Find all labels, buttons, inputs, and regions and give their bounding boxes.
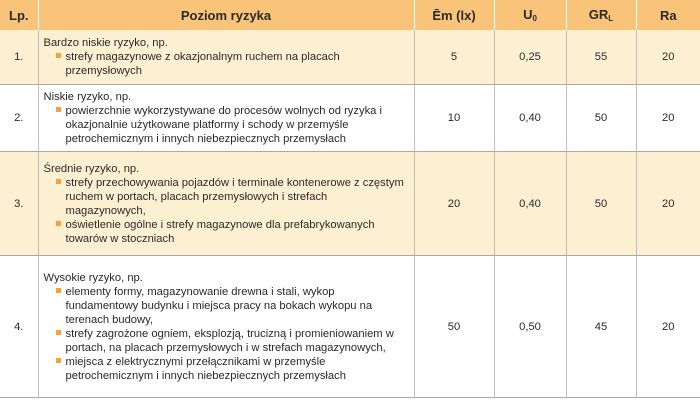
list-item	[44, 104, 408, 146]
cell-em: 5	[414, 30, 494, 85]
list-item-text: oświetlenie ogólne i strefy magazynowe dla prefabrykowanych towarów w stoczniach	[65, 218, 375, 245]
table-row	[0, 152, 700, 256]
cell-u0: 0,40	[494, 85, 566, 152]
header-u0-main: U	[523, 7, 533, 22]
cell-ra: 20	[636, 85, 700, 152]
header-em: Ēm (lx)	[414, 0, 494, 30]
cell-gr: 50	[566, 85, 636, 152]
square-bullet-icon	[56, 179, 61, 184]
cell-u0: 0,50	[494, 256, 566, 398]
list-item	[44, 327, 408, 355]
list-item	[44, 50, 408, 78]
cell-lp: 4.	[0, 256, 38, 398]
cell-em: 20	[414, 152, 494, 256]
header-gr-main: GR	[588, 7, 609, 22]
risk-examples-list	[44, 285, 408, 383]
table-header-row	[0, 0, 700, 30]
header-gr-sub: L	[608, 14, 614, 23]
cell-risk-level	[38, 152, 414, 256]
square-bullet-icon	[56, 221, 61, 226]
risk-title: Wysokie ryzyko, np.	[43, 271, 143, 284]
list-item	[44, 355, 408, 383]
cell-gr: 45	[566, 256, 636, 398]
list-item-text: strefy zagrożone ogniem, eksplozją, trucizną i promieniowaniem w portach, na placach przemysłowych i w strefach magazynowych,	[65, 327, 394, 354]
square-bullet-icon	[56, 53, 61, 58]
list-item	[44, 218, 408, 246]
table-row	[0, 30, 700, 85]
square-bullet-icon	[56, 358, 61, 363]
list-item	[44, 285, 408, 327]
cell-u0: 0,40	[494, 152, 566, 256]
list-item-text: powierzchnie wykorzystywane do procesów wolnych od ryzyka i okazjonalnie użytkowane platformy i schody w przemyśle petrochemicznym i innych niebezpiecznych przemysłach	[65, 105, 382, 145]
square-bullet-icon	[56, 107, 61, 112]
risk-examples-list	[44, 50, 408, 78]
cell-em: 50	[414, 256, 494, 398]
header-risk-level: Poziom ryzyka	[38, 0, 414, 30]
table-row	[0, 256, 700, 398]
list-item-text: strefy magazynowe z okazjonalnym ruchem na placach przemysłowych	[65, 51, 340, 77]
cell-ra: 20	[636, 30, 700, 85]
header-gr	[566, 0, 636, 30]
list-item-text: strefy przechowywania pojazdów i terminale kontenerowe z częstym ruchem w portach, placach przemysłowych i strefach magazynowych,	[65, 176, 404, 217]
list-item-text: elementy formy, magazynowanie drewna i stali, wykop fundamentowy budynku i miejsca pracy na bokach wykopu na terenach budowy,	[65, 285, 373, 326]
cell-lp: 3.	[0, 152, 38, 256]
risk-examples-list	[44, 104, 408, 146]
square-bullet-icon	[56, 330, 61, 335]
list-item	[44, 176, 408, 218]
cell-ra: 20	[636, 256, 700, 398]
cell-risk-level	[38, 256, 414, 398]
cell-u0: 0,25	[494, 30, 566, 85]
risk-examples-list	[44, 176, 408, 246]
cell-gr: 50	[566, 152, 636, 256]
header-lp: Lp.	[0, 0, 38, 30]
header-ra: Ra	[636, 0, 700, 30]
square-bullet-icon	[56, 288, 61, 293]
list-item-text: miejsca z elektrycznymi przełącznikami w przemyśle petrochemicznym i innych niebezpiecznych przemysłach	[65, 355, 346, 382]
header-u0	[494, 0, 566, 30]
cell-em: 10	[414, 85, 494, 152]
risk-title: Średnie ryzyko, np.	[43, 162, 140, 175]
cell-gr: 55	[566, 30, 636, 85]
cell-ra: 20	[636, 152, 700, 256]
cell-lp: 2.	[0, 85, 38, 152]
header-u0-sub: 0	[532, 14, 537, 23]
cell-risk-level	[38, 85, 414, 152]
cell-risk-level	[38, 30, 414, 85]
risk-title: Bardzo niskie ryzyko, np.	[43, 37, 168, 49]
risk-title: Niskie ryzyko, np.	[43, 91, 132, 103]
table-row	[0, 85, 700, 152]
cell-lp: 1.	[0, 30, 38, 85]
